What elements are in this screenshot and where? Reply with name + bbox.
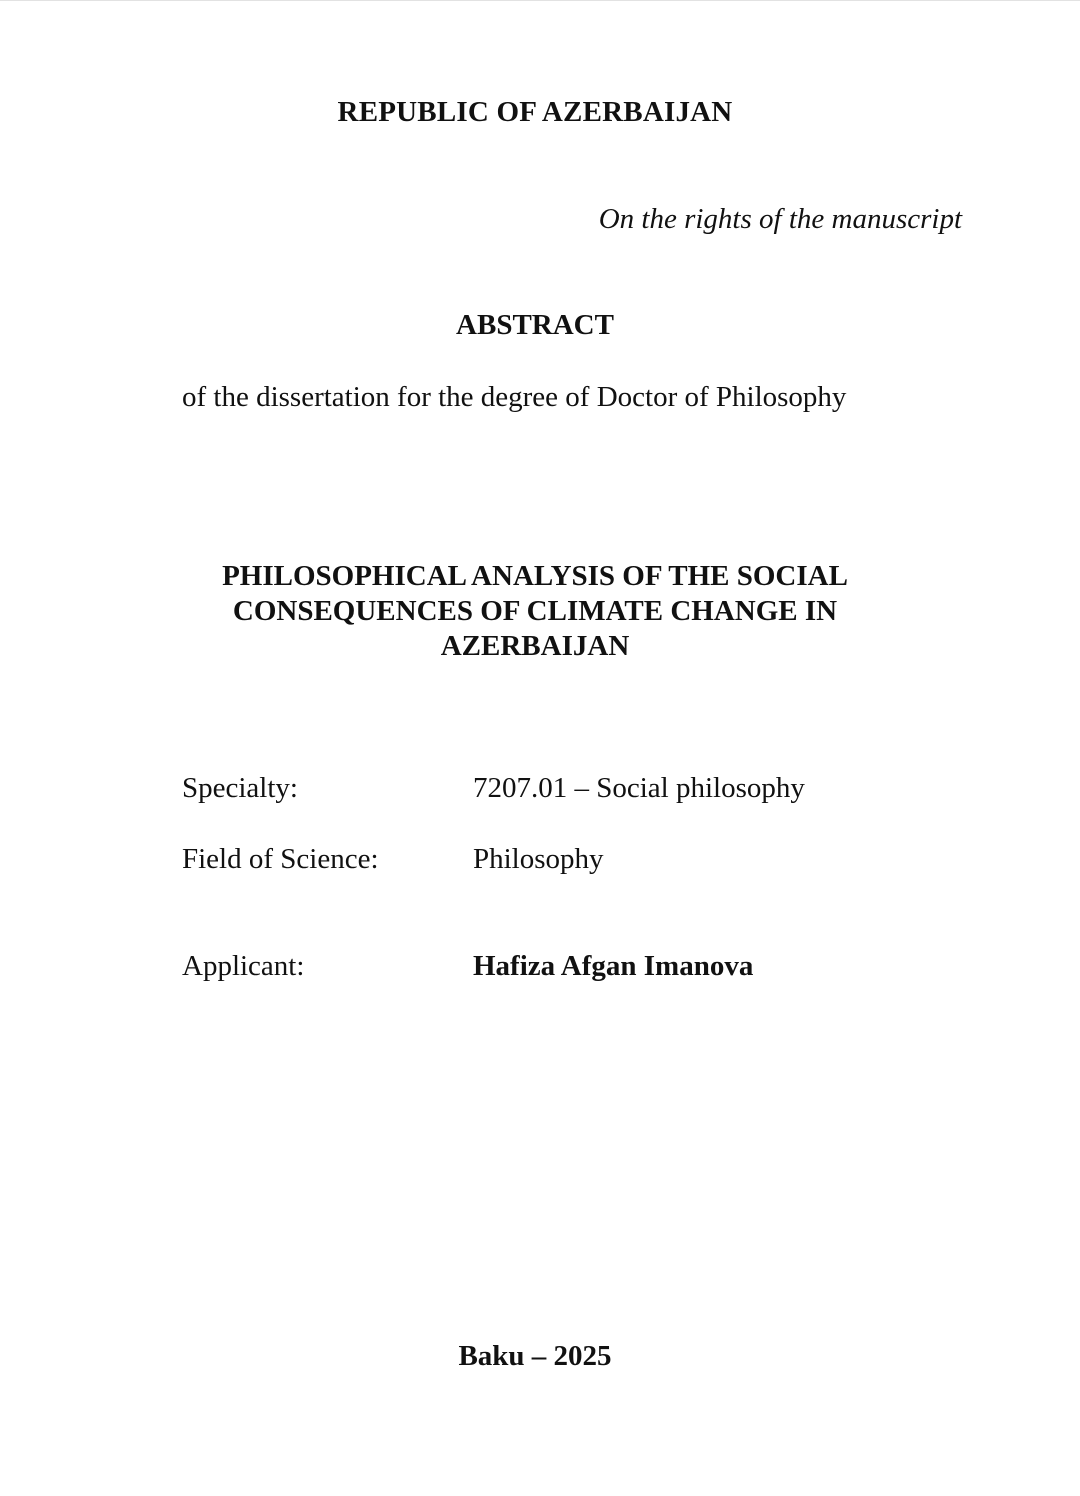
degree-line: of the dissertation for the degree of Doctor of Philosophy <box>182 381 847 413</box>
applicant-name: Hafiza Afgan Imanova <box>473 950 754 982</box>
place-year: Baku – 2025 <box>458 1340 612 1372</box>
thesis-title-line: AZERBAIJAN <box>440 630 630 662</box>
field-value: Philosophy <box>473 843 604 875</box>
manuscript-note: On the rights of the manuscript <box>598 203 962 235</box>
thesis-title <box>150 559 920 664</box>
applicant-label: Applicant: <box>182 950 305 982</box>
specialty-label: Specialty: <box>182 772 298 804</box>
thesis-title-line: CONSEQUENCES OF CLIMATE CHANGE IN <box>232 595 838 627</box>
country-heading: REPUBLIC OF AZERBAIJAN <box>337 96 733 128</box>
field-label: Field of Science: <box>182 843 379 875</box>
specialty-value: 7207.01 – Social philosophy <box>473 772 805 804</box>
abstract-title: ABSTRACT <box>456 309 614 341</box>
thesis-title-line: PHILOSOPHICAL ANALYSIS OF THE SOCIAL <box>222 560 848 592</box>
